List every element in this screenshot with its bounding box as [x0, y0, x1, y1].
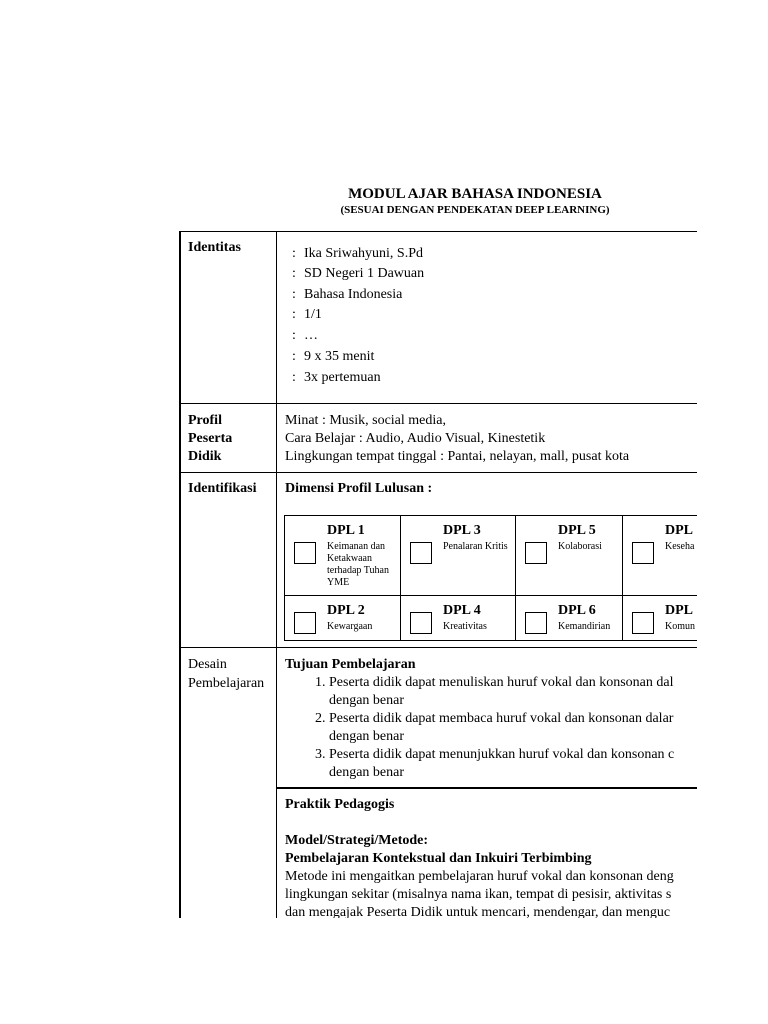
- profil-label-line1: Profil: [188, 413, 222, 428]
- profil-label-line3: Didik: [188, 449, 222, 464]
- tujuan-line-cont: dengan benar: [329, 729, 405, 744]
- identitas-value: 9 x 35 menit: [304, 349, 375, 364]
- list-item: [329, 710, 697, 746]
- dpl-heading: DPL 3: [443, 523, 481, 538]
- dpl-cell: [284, 595, 401, 641]
- dpl-description: Kolaborasi: [558, 541, 602, 552]
- row-divider-identifikasi: [179, 472, 697, 473]
- identifikasi-label: Identifikasi: [188, 481, 257, 496]
- desain-label-line1: Desain: [188, 657, 227, 672]
- praktik-heading: Praktik Pedagogis: [285, 797, 395, 812]
- identitas-row-name: [292, 245, 423, 263]
- identitas-colon: :: [292, 349, 296, 364]
- table-left-border: [179, 231, 181, 918]
- dpl-heading: DPL 1: [327, 523, 365, 538]
- identitas-row-blank: [292, 327, 318, 345]
- dpl-heading: DPL: [665, 603, 693, 618]
- identitas-value: …: [304, 328, 318, 343]
- identitas-row-duration: [292, 348, 374, 366]
- list-item: [329, 674, 697, 710]
- identitas-row-school: [292, 265, 424, 283]
- row-divider-profil: [179, 403, 697, 404]
- dpl-description: Keseha: [665, 541, 695, 552]
- row-divider-desain: [179, 647, 697, 648]
- table-column-divider: [276, 231, 277, 918]
- model-text-line: dan mengajak Peserta Didik untuk mencari, mendengar, dan menguc: [285, 905, 671, 918]
- document-subtitle: (SESUAI DENGAN PENDEKATAN DEEP LEARNING): [340, 204, 610, 216]
- tujuan-line-cont: dengan benar: [329, 693, 405, 708]
- dpl-heading: DPL 2: [327, 603, 365, 618]
- row-divider-praktik: [277, 787, 697, 789]
- model-name: Pembelajaran Kontekstual dan Inkuiri Terbimbing: [285, 851, 592, 866]
- identitas-value: Bahasa Indonesia: [304, 287, 403, 302]
- identitas-row-meetings: [292, 369, 381, 387]
- dpl-description: Penalaran Kritis: [443, 541, 508, 552]
- dpl-checkbox[interactable]: [632, 542, 654, 564]
- dpl-heading: DPL 6: [558, 603, 596, 618]
- profil-lingkungan: Lingkungan tempat tinggal : Pantai, nelayan, mall, pusat kota: [285, 449, 630, 464]
- identitas-colon: :: [292, 246, 296, 261]
- dpl-cell: [400, 595, 516, 641]
- profil-label-line2: Peserta: [188, 431, 233, 446]
- model-heading: Model/Strategi/Metode:: [285, 833, 429, 848]
- identitas-value: Ika Sriwahyuni, S.Pd: [304, 246, 423, 261]
- identitas-colon: :: [292, 266, 296, 281]
- dpl-cell: [622, 515, 697, 596]
- dpl-checkbox[interactable]: [525, 612, 547, 634]
- desain-label-line2: Pembelajaran: [188, 676, 265, 691]
- profil-cara-belajar: Cara Belajar : Audio, Audio Visual, Kinestetik: [285, 431, 546, 446]
- dpl-checkbox[interactable]: [410, 612, 432, 634]
- dpl-description: Kreativitas: [443, 621, 487, 632]
- dpl-cell: [515, 595, 623, 641]
- dpl-description: Kewargaan: [327, 621, 373, 632]
- dimensi-profil-heading: Dimensi Profil Lulusan :: [285, 481, 433, 496]
- identitas-row-class: [292, 306, 322, 324]
- model-text-line: lingkungan sekitar (misalnya nama ikan, tempat di pesisir, aktivitas s: [285, 887, 672, 902]
- identitas-row-subject: [292, 286, 402, 304]
- identitas-colon: :: [292, 307, 296, 322]
- identitas-colon: :: [292, 370, 296, 385]
- list-item: [329, 746, 697, 782]
- identitas-colon: :: [292, 287, 296, 302]
- dpl-checkbox[interactable]: [525, 542, 547, 564]
- dpl-heading: DPL 4: [443, 603, 481, 618]
- dpl-cell: [284, 515, 401, 596]
- tujuan-heading: Tujuan Pembelajaran: [285, 657, 416, 672]
- dpl-description: Komun: [665, 621, 695, 632]
- profil-minat: Minat : Musik, social media,: [285, 413, 446, 428]
- dpl-checkbox[interactable]: [632, 612, 654, 634]
- identitas-value: 3x pertemuan: [304, 370, 381, 385]
- model-text-line: Metode ini mengaitkan pembelajaran huruf vokal dan konsonan deng: [285, 869, 674, 884]
- tujuan-line: Peserta didik dapat membaca huruf vokal dan konsonan dalar: [329, 711, 674, 726]
- dpl-checkbox[interactable]: [294, 612, 316, 634]
- tujuan-line: Peserta didik dapat menunjukkan huruf vokal dan konsonan c: [329, 747, 675, 762]
- identitas-value: 1/1: [304, 307, 322, 322]
- dpl-description: Kemandirian: [558, 621, 611, 632]
- tujuan-line-cont: dengan benar: [329, 765, 405, 780]
- dpl-grid: [284, 515, 697, 641]
- dpl-heading: DPL: [665, 523, 693, 538]
- dpl-heading: DPL 5: [558, 523, 596, 538]
- tujuan-line: Peserta didik dapat menuliskan huruf vokal dan konsonan dal: [329, 675, 674, 690]
- identitas-label: Identitas: [188, 240, 241, 255]
- document-title: MODUL AJAR BAHASA INDONESIA: [348, 186, 602, 202]
- identitas-colon: :: [292, 328, 296, 343]
- dpl-cell: [515, 515, 623, 596]
- dpl-checkbox[interactable]: [294, 542, 316, 564]
- table-top-border: [179, 231, 697, 232]
- dpl-cell: [622, 595, 697, 641]
- dpl-checkbox[interactable]: [410, 542, 432, 564]
- dpl-cell: [400, 515, 516, 596]
- dpl-description: Keimanan dan Ketakwaan terhadap Tuhan YME: [327, 541, 389, 588]
- tujuan-list: [305, 674, 697, 782]
- identitas-value: SD Negeri 1 Dawuan: [304, 266, 425, 281]
